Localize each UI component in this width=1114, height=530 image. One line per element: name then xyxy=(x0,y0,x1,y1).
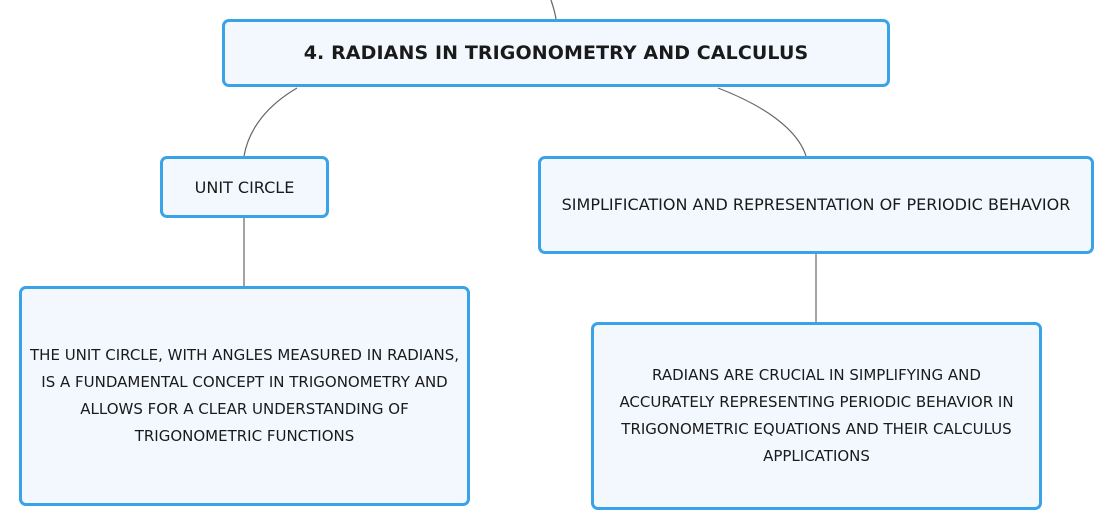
root-topic-node[interactable] xyxy=(222,19,890,87)
connector-root-to-simplification xyxy=(718,88,806,156)
detail-node-simplification[interactable] xyxy=(591,322,1042,510)
topic-label-unit-circle: UNIT CIRCLE xyxy=(194,177,295,197)
topic-node-simplification[interactable] xyxy=(538,156,1094,254)
topic-label-simplification: SIMPLIFICATION AND REPRESENTATION OF PERIODIC BEHAVIOR xyxy=(561,195,1071,214)
root-topic-label: 4. RADIANS IN TRIGONOMETRY AND CALCULUS xyxy=(303,42,809,64)
detail-text-simplification: RADIANS ARE CRUCIAL IN SIMPLIFYING AND ACCURATELY REPRESENTING PERIODIC BEHAVIOR IN TRIGONOMETRIC EQUATIONS AND THEIR CALCULUS APPLICATIONS xyxy=(619,366,1014,465)
topic-node-unit-circle[interactable] xyxy=(160,156,329,218)
connector-parent-to-root xyxy=(551,0,556,19)
connector-root-to-unit-circle xyxy=(244,88,297,156)
detail-text-unit-circle: THE UNIT CIRCLE, WITH ANGLES MEASURED IN RADIANS, IS A FUNDAMENTAL CONCEPT IN TRIGONOMETRY AND ALLOWS FOR A CLEAR UNDERSTANDING OF TRIGONOMETRIC FUNCTIONS xyxy=(30,346,459,445)
detail-node-unit-circle[interactable] xyxy=(19,286,470,506)
